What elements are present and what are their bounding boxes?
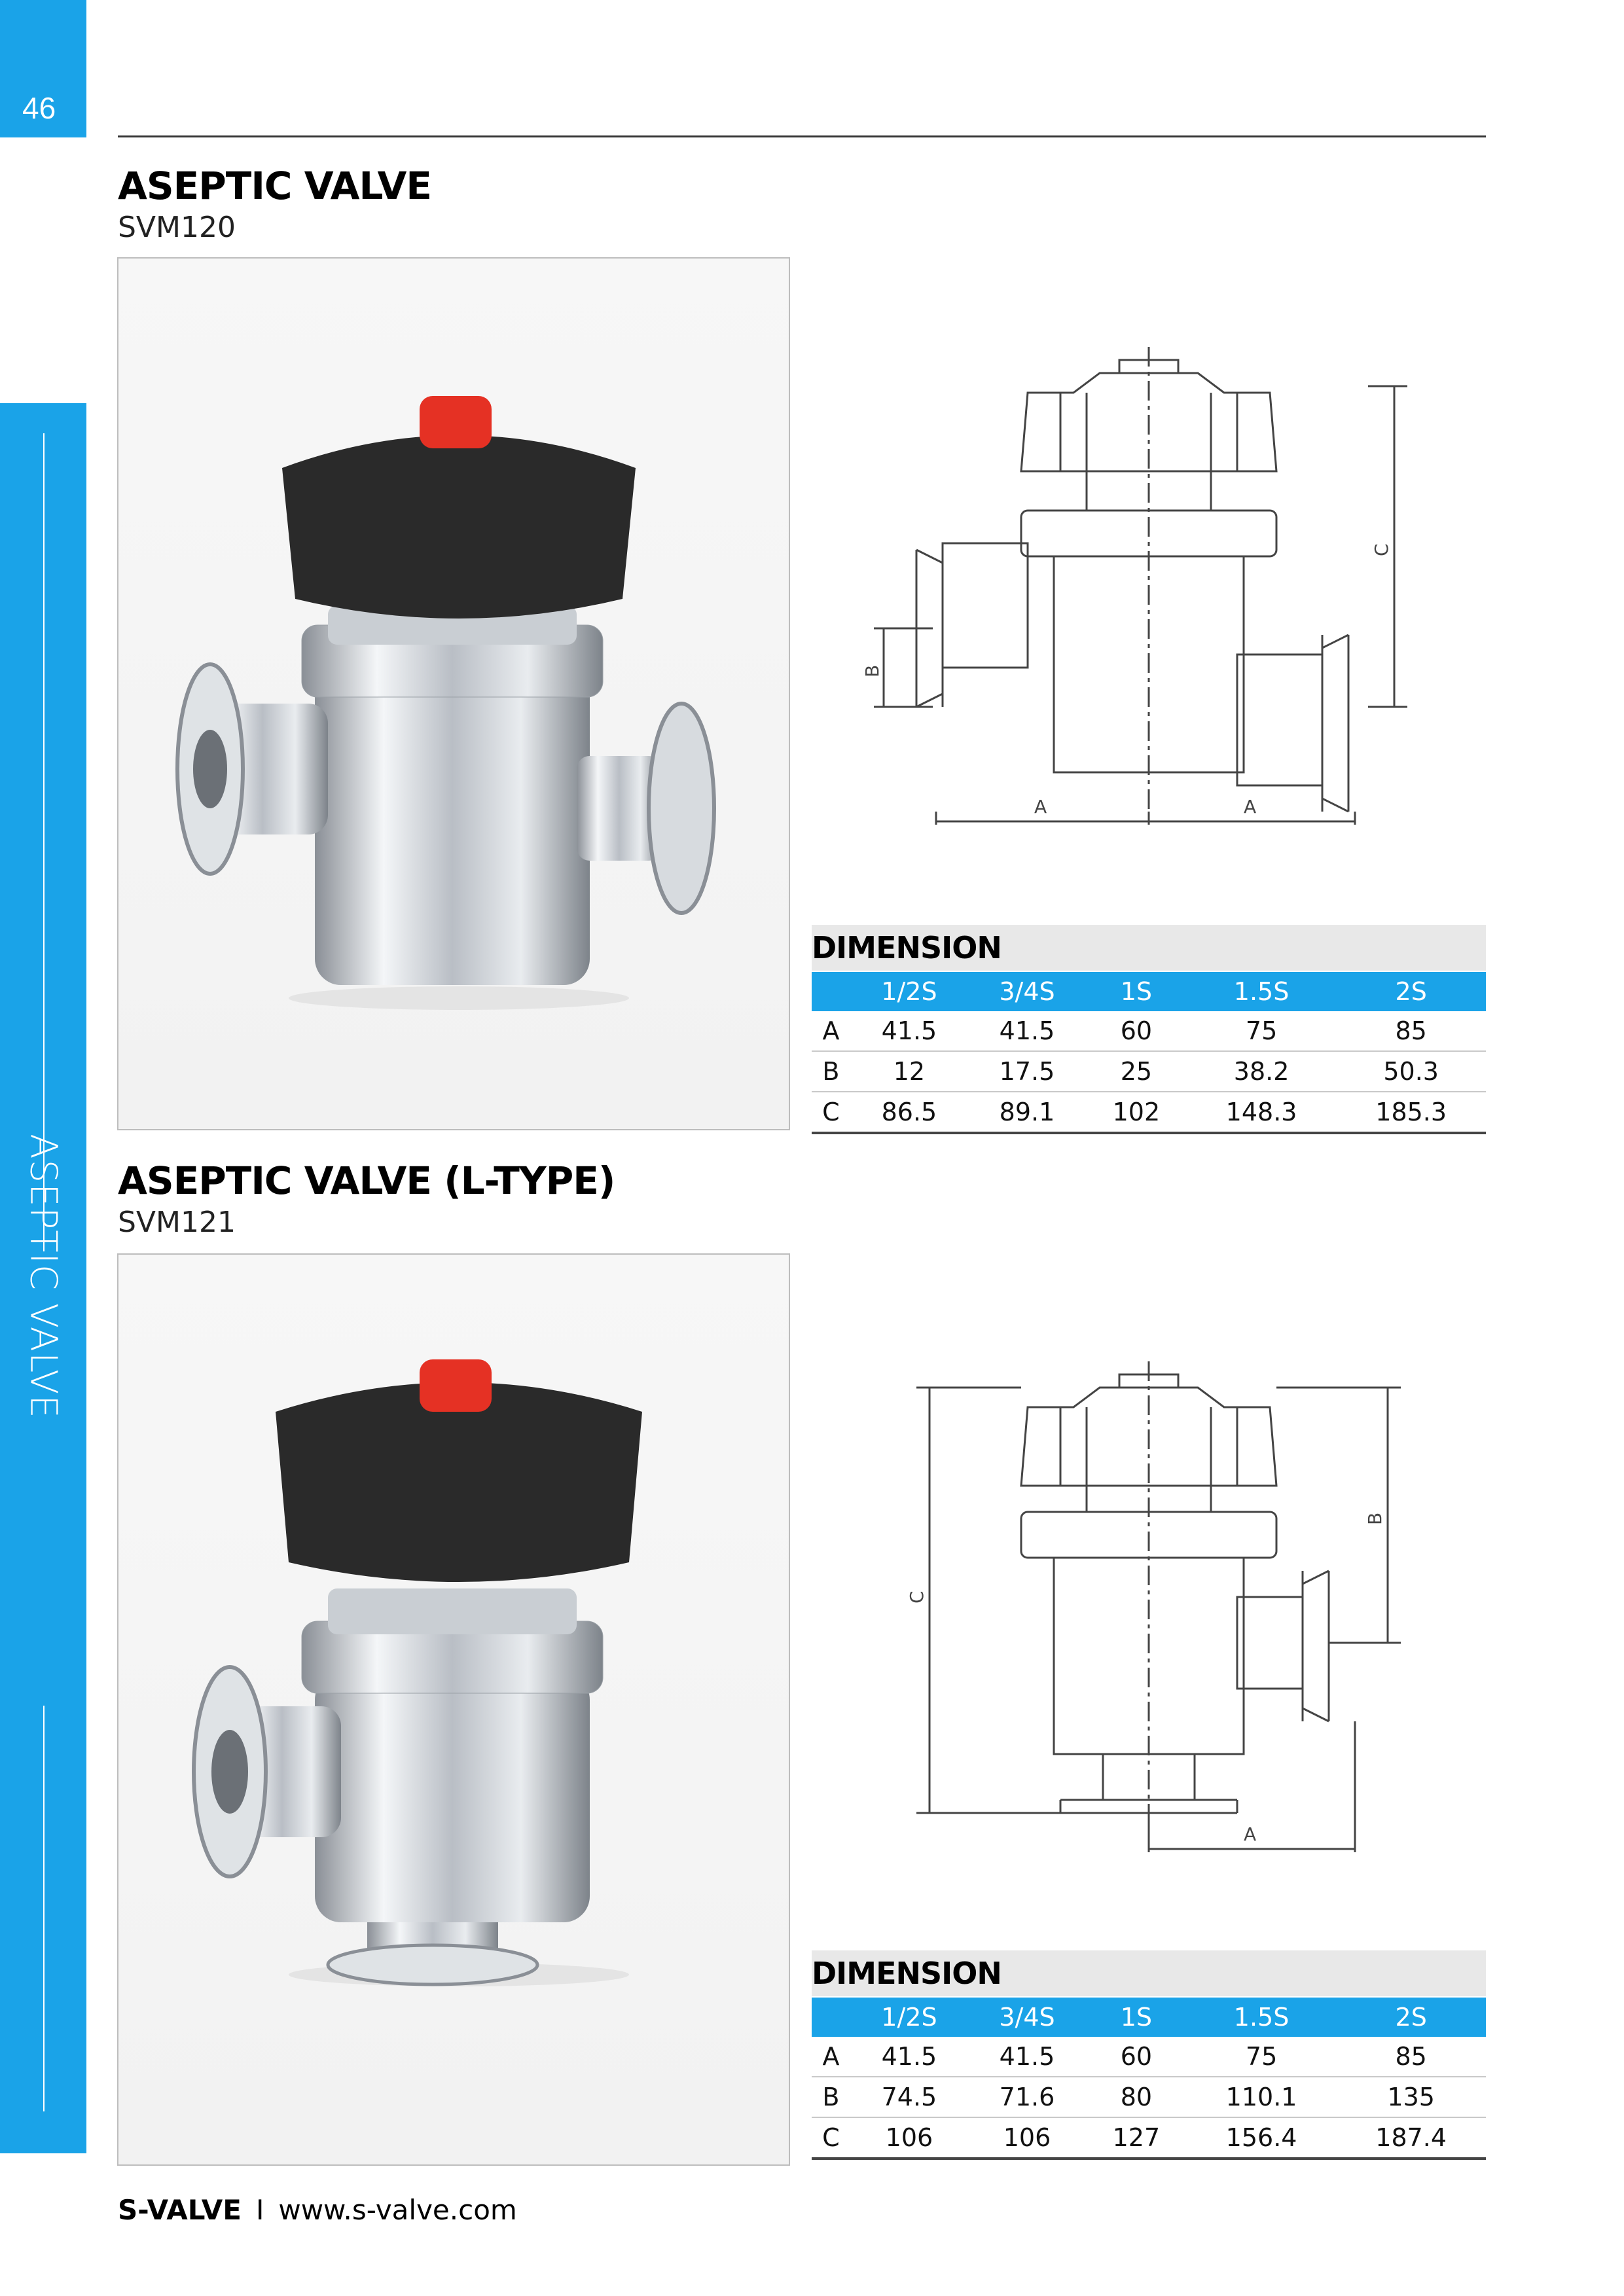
column-header: 2S — [1336, 1998, 1486, 2037]
table-cell: 106 — [968, 2117, 1086, 2159]
dimension-header — [812, 925, 1486, 971]
dim-label-a-left: A — [1034, 796, 1047, 817]
table-cell: 86.5 — [850, 1092, 968, 1133]
column-header: 1S — [1086, 972, 1187, 1011]
drawing-svm121 — [871, 1355, 1447, 1892]
column-header — [812, 972, 850, 1011]
drawing-svm120 — [861, 340, 1447, 851]
header-rule — [118, 135, 1486, 137]
dim-label-c: C — [906, 1590, 928, 1604]
table-row — [812, 1011, 1486, 1051]
valve-photo-svm121 — [118, 1255, 789, 2164]
table-cell: 187.4 — [1336, 2117, 1486, 2159]
product-title: ASEPTIC VALVE (L-TYPE) — [118, 1158, 615, 1203]
dimension-header — [812, 1950, 1486, 1996]
table-cell: 50.3 — [1336, 1051, 1486, 1092]
dim-label-a: A — [1244, 1823, 1257, 1845]
table-cell: C — [812, 1092, 850, 1133]
column-header: 1.5S — [1187, 1998, 1337, 2037]
table-cell: 41.5 — [968, 1011, 1086, 1051]
table-cell: 74.5 — [850, 2077, 968, 2117]
table-cell: A — [812, 1011, 850, 1051]
product-photo — [117, 257, 790, 1130]
technical-drawing — [871, 1355, 1447, 1892]
dim-label-c: C — [1371, 543, 1392, 556]
footer-url[interactable]: www.s-valve.com — [278, 2194, 517, 2226]
footer-brand: S-VALVE — [118, 2194, 242, 2226]
table-cell: 80 — [1086, 2077, 1187, 2117]
table-row — [812, 2037, 1486, 2077]
table-cell: 60 — [1086, 1011, 1187, 1051]
table-cell: 148.3 — [1187, 1092, 1337, 1133]
table-cell: 135 — [1336, 2077, 1486, 2117]
table-cell: 41.5 — [850, 1011, 968, 1051]
table-cell: 17.5 — [968, 1051, 1086, 1092]
product-photo — [117, 1253, 790, 2166]
column-header: 1.5S — [1187, 972, 1337, 1011]
table-cell: 71.6 — [968, 2077, 1086, 2117]
table-row — [812, 1092, 1486, 1133]
table-cell: 38.2 — [1187, 1051, 1337, 1092]
table-cell: 85 — [1336, 2037, 1486, 2077]
table-row — [812, 2117, 1486, 2159]
table-cell: 60 — [1086, 2037, 1187, 2077]
table-cell: B — [812, 1051, 850, 1092]
table-cell: A — [812, 2037, 850, 2077]
table-cell: 156.4 — [1187, 2117, 1337, 2159]
dim-label-b: B — [1364, 1512, 1386, 1525]
footer-separator: I — [255, 2194, 264, 2226]
dimension-table — [812, 1998, 1486, 2160]
dim-label-a-right: A — [1244, 796, 1257, 817]
column-header: 1S — [1086, 1998, 1187, 2037]
page-number-box — [0, 0, 86, 137]
sidebar-divider-bottom — [43, 1706, 45, 2111]
table-cell: 41.5 — [968, 2037, 1086, 2077]
table-row — [812, 1051, 1486, 1092]
product-title: ASEPTIC VALVE — [118, 164, 432, 208]
table-cell: 41.5 — [850, 2037, 968, 2077]
table-cell: 85 — [1336, 1011, 1486, 1051]
dimension-title: DIMENSION — [812, 930, 1001, 965]
column-header — [812, 1998, 850, 2037]
table-cell: 75 — [1187, 1011, 1337, 1051]
page-number: 46 — [22, 91, 56, 125]
dim-label-b: B — [861, 664, 883, 677]
table-cell: 75 — [1187, 2037, 1337, 2077]
table-header-row — [812, 972, 1486, 1011]
table-cell: 110.1 — [1187, 2077, 1337, 2117]
table-cell: 102 — [1086, 1092, 1187, 1133]
table-cell: 106 — [850, 2117, 968, 2159]
footer — [118, 2194, 517, 2226]
table-cell: B — [812, 2077, 850, 2117]
table-cell: 127 — [1086, 2117, 1187, 2159]
table-cell: 89.1 — [968, 1092, 1086, 1133]
product-model: SVM121 — [118, 1206, 236, 1239]
column-header: 1/2S — [850, 972, 968, 1011]
dimension-table — [812, 972, 1486, 1134]
table-header-row — [812, 1998, 1486, 2037]
section-label: ASEPTIC VALVE — [22, 1134, 65, 1419]
column-header: 3/4S — [968, 972, 1086, 1011]
column-header: 2S — [1336, 972, 1486, 1011]
valve-photo-svm120 — [118, 259, 789, 1129]
technical-drawing — [861, 340, 1447, 851]
product-model: SVM120 — [118, 211, 236, 244]
table-row — [812, 2077, 1486, 2117]
dimension-title: DIMENSION — [812, 1956, 1001, 1991]
table-cell: 185.3 — [1336, 1092, 1486, 1133]
table-cell: 12 — [850, 1051, 968, 1092]
table-cell: C — [812, 2117, 850, 2159]
column-header: 3/4S — [968, 1998, 1086, 2037]
sidebar-divider-top — [43, 433, 45, 1251]
column-header: 1/2S — [850, 1998, 968, 2037]
table-cell: 25 — [1086, 1051, 1187, 1092]
